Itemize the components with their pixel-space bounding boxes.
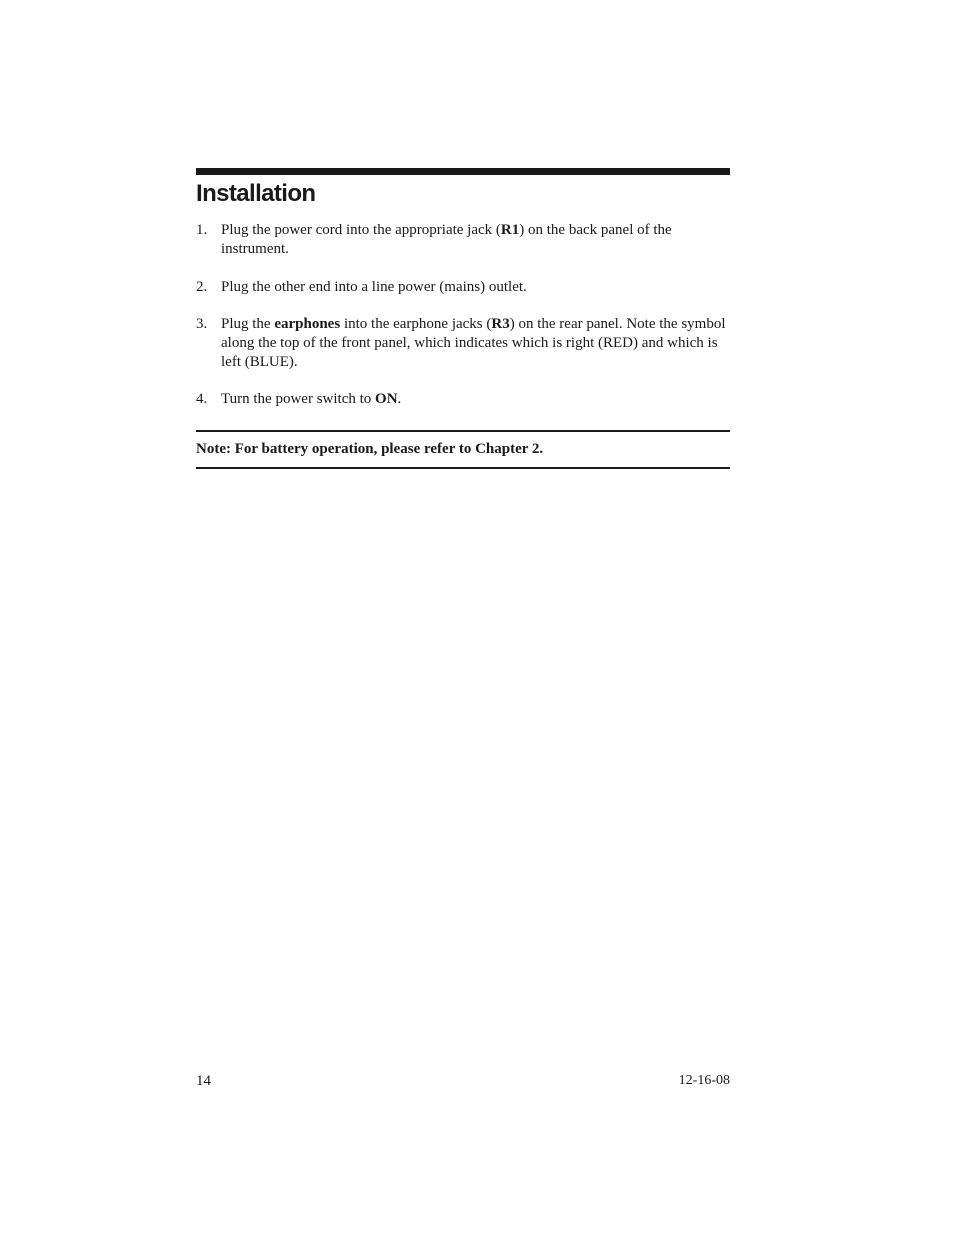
step-text: ) on the rear panel. Note the symbol along the top of the front panel, which indicates which is right (RED) and which is left (BLUE). — [221, 316, 726, 370]
switch-state-on: ON — [375, 391, 398, 407]
step-text: . — [397, 391, 402, 407]
note-rule-bottom — [196, 467, 730, 469]
revision-date: 12-16-08 — [678, 1073, 730, 1088]
step-text: Plug the other end into a line power (mains) outlet. — [221, 279, 527, 295]
step-text: into the earphone jacks ( — [340, 316, 492, 332]
step-text: Plug the power cord into the appropriate jack ( — [221, 222, 501, 238]
jack-label-r3: R3 — [491, 316, 510, 332]
step-3 — [196, 315, 730, 372]
jack-label-r1: R1 — [500, 222, 520, 238]
step-text: ) on the back panel of the instrument. — [221, 222, 672, 257]
page-title: Installation — [196, 180, 316, 207]
battery-note: Note: For battery operation, please refer to Chapter 2. — [196, 441, 544, 457]
note-rule-top — [196, 430, 730, 432]
step-number: 3. — [196, 316, 208, 332]
step-text: Plug the — [221, 316, 275, 332]
step-2 — [196, 278, 730, 297]
step-number: 1. — [196, 222, 208, 238]
step-text: Turn the power switch to — [221, 391, 376, 407]
step-number: 4. — [196, 391, 208, 407]
step-4 — [196, 390, 730, 409]
earphones-term: earphones — [274, 316, 341, 332]
step-number: 2. — [196, 279, 208, 295]
page-number: 14 — [196, 1073, 211, 1089]
step-1 — [196, 221, 730, 259]
heading-rule — [196, 168, 730, 175]
